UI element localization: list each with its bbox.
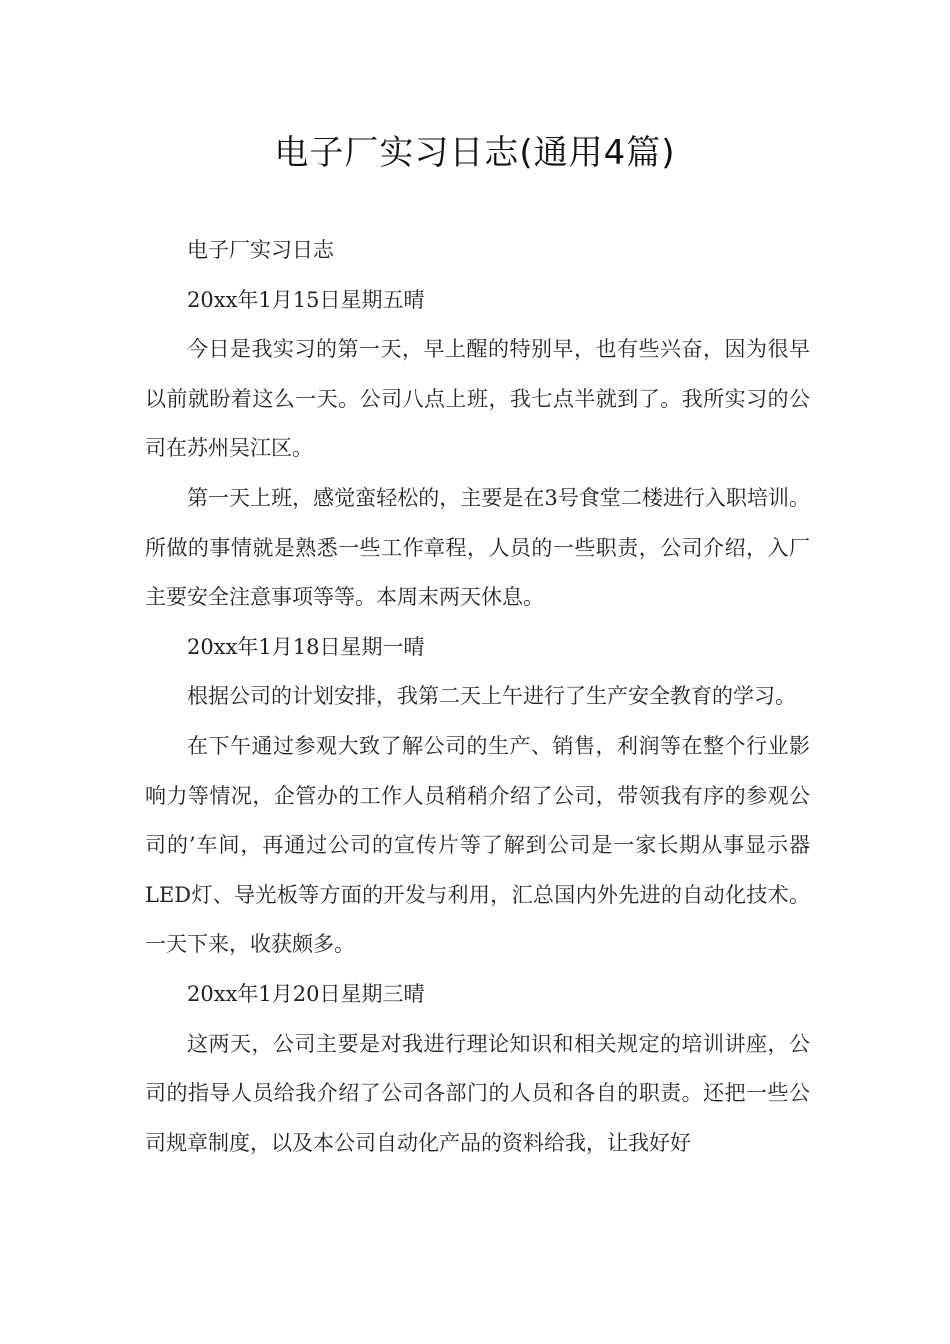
paragraph-5: 这两天，公司主要是对我进行理论知识和相关规定的培训讲座，公司的指导人员给我介绍了公司各部门的人员和各自的职责。还把一些公司规章制度，以及本公司自动化产品的资料给我，让我好好: [145, 1031, 810, 1155]
paragraph-date-3: 20xx年1月20日星期三晴: [187, 981, 425, 1006]
paragraph-4: 在下午通过参观大致了解公司的生产、销售，利润等在整个行业影响力等情况，企管办的工作人员稍稍介绍了公司，带领我有序的参观公司的’车间，再通过公司的宣传片等了解到公司是一家长期从事显示器LED灯、导光板等方面的开发与利用，汇总国内外先进的自动化技术。一天下来，收获颇多。: [145, 733, 810, 957]
paragraph-1: 今日是我实习的第一天，早上醒的特别早，也有些兴奋，因为很早以前就盼着这么一天。公司八点上班，我七点半就到了。我所实习的公司在苏州吴江区。: [145, 337, 810, 461]
paragraph-3: 根据公司的计划安排，我第二天上午进行了生产安全教育的学习。: [187, 684, 796, 709]
paragraph-date-1: 20xx年1月15日星期五晴: [187, 287, 425, 312]
paragraph-2: 第一天上班，感觉蛮轻松的，主要是在3号食堂二楼进行入职培训。所做的事情就是熟悉一些工作章程，人员的一些职责，公司介绍，入厂主要安全注意事项等等。本周末两天休息。: [145, 485, 810, 610]
document-body: [145, 226, 810, 1168]
paragraph-date-2: 20xx年1月18日星期一晴: [187, 634, 425, 659]
paragraph-heading: 电子厂实习日志: [187, 238, 334, 262]
document-title: 电子厂实习日志(通用4篇): [274, 133, 676, 173]
